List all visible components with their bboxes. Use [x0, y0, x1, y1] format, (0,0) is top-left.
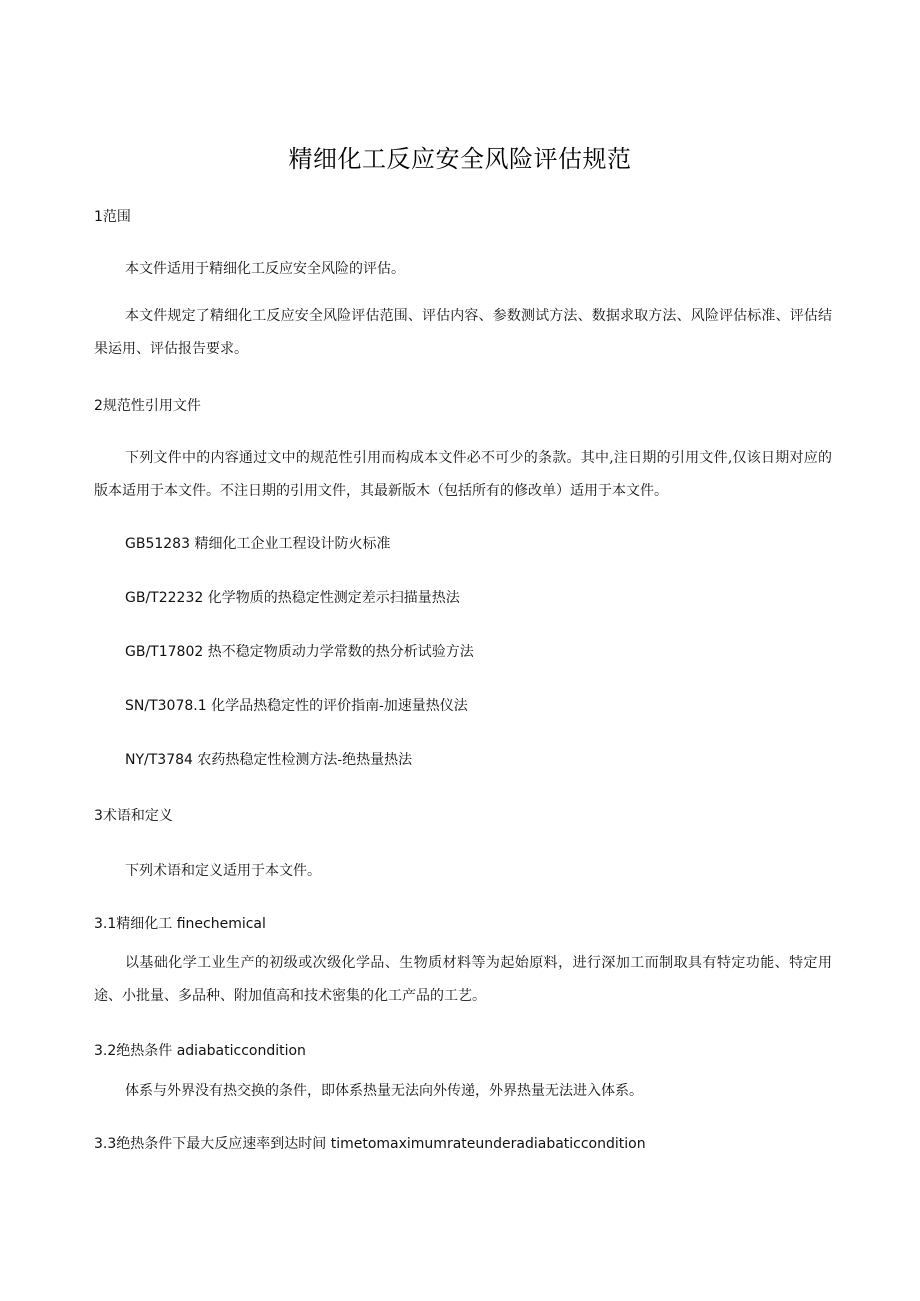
- reference-title: 农药热稳定性检测方法-绝热量热法: [197, 752, 413, 768]
- section-1-heading: 1范围: [94, 209, 131, 225]
- reference-title: 精细化工企业工程设计防火标准: [194, 536, 391, 552]
- section-1-paragraph-2: 本文件规定了精细化工反应安全风险评估范围、评估内容、参数测试方法、数据求取方法、风险评估标准、评估结果运用、评估报告要求。: [94, 308, 832, 357]
- reference-code: GB/T17802: [125, 644, 204, 660]
- section-2-paragraph-1: 下列文件中的内容通过文中的规范性引用而构成本文件必不可少的条款。其中,注日期的引用文件,仅该日期对应的版本适用于本文件。不注日期的引用文件，其最新版木（包括所有的修改单）适用于本文件。: [94, 450, 832, 499]
- section-2-heading: 2规范性引用文件: [94, 398, 201, 414]
- section-3-2-paragraph: 体系与外界没有热交换的条件，即体系热量无法向外传递，外界热量无法进入体系。: [125, 1083, 643, 1099]
- reference-item: [125, 587, 460, 607]
- section-3-2-heading: 3.2绝热条件 adiabaticcondition: [94, 1043, 306, 1059]
- reference-title: 化学品热稳定性的评价指南-加速量热仪法: [211, 698, 468, 714]
- reference-code: SN/T3078.1: [125, 698, 207, 714]
- reference-code: GB51283: [125, 536, 190, 552]
- section-3-paragraph-1: 下列术语和定义适用于本文件。: [125, 863, 321, 879]
- reference-code: NY/T3784: [125, 752, 193, 768]
- section-3-1-heading: 3.1精细化工 finechemical: [94, 916, 266, 932]
- section-3-3-heading: 3.3绝热条件下最大反应速率到达时间 timetomaximumrateunderadiabaticcondition: [94, 1136, 646, 1152]
- section-3-heading: 3术语和定义: [94, 808, 173, 824]
- reference-code: GB/T22232: [125, 590, 204, 606]
- reference-item: [125, 533, 390, 553]
- section-3-1-paragraph: 以基础化学工业生产的初级或次级化学品、生物质材料等为起始原料，进行深加工而制取具有特定功能、特定用途、小批量、多品种、附加值高和技术密集的化工产品的工艺。: [94, 955, 832, 1004]
- section-1-paragraph-1: 本文件适用于精细化工反应安全风险的评估。: [125, 261, 405, 277]
- reference-title: 化学物质的热稳定性测定差示扫描量热法: [207, 590, 460, 606]
- reference-item: [125, 749, 412, 769]
- reference-title: 热不稳定物质动力学常数的热分析试验方法: [207, 644, 474, 660]
- reference-item: [125, 695, 468, 715]
- document-title: 精细化工反应安全风险评估规范: [288, 145, 632, 173]
- reference-item: [125, 641, 474, 661]
